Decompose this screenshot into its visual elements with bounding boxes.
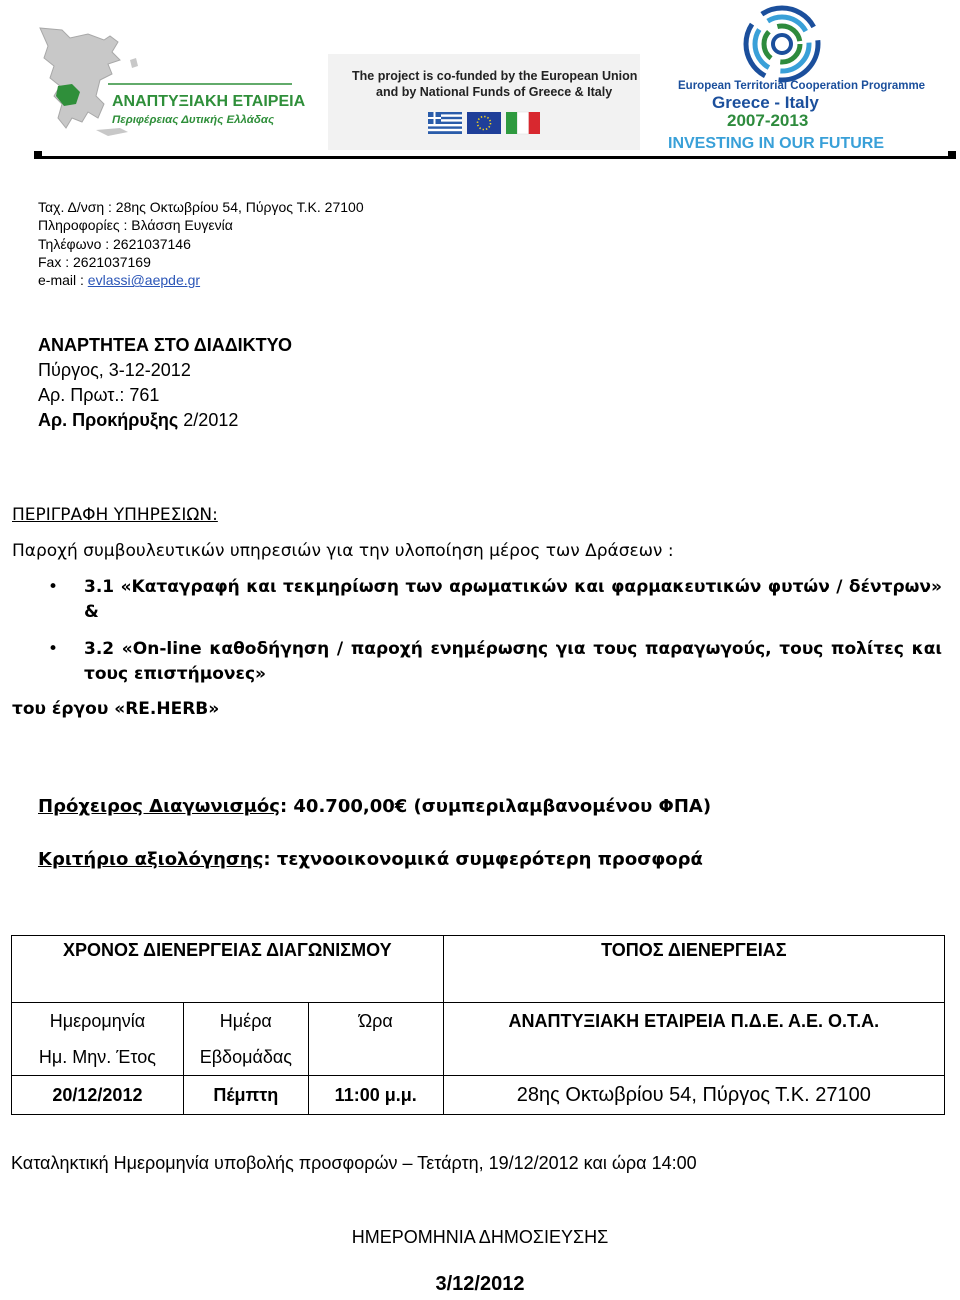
divider-right-square	[948, 151, 956, 159]
date-column-header: Ημερομηνία Ημ. Μην. Έτος	[12, 1003, 184, 1076]
submission-deadline: Καταληκτική Ημερομηνία υποβολής προσφορών – Τετάρτη, 19/12/2012 και ώρα 14:00	[11, 1153, 697, 1173]
left-logo-title: ΑΝΑΠΤΥΞΙΑΚΗ ΕΤΑΙΡΕΙΑ	[112, 93, 306, 110]
schedule-table	[11, 935, 945, 1115]
description-title: ΠΕΡΙΓΡΑΦΗ ΥΠΗΡΕΣΙΩΝ:	[12, 505, 218, 525]
programme-countries: Greece - Italy	[712, 93, 819, 112]
schedule-date: 20/12/2012	[12, 1076, 184, 1115]
contact-block	[38, 198, 364, 289]
programme-title: European Territorial Cooperation Programme	[678, 80, 926, 92]
programme-slogan: INVESTING IN OUR FUTURE	[668, 135, 885, 152]
description-item: • 3.1 «Καταγραφή και τεκμηρίωση των αρωματικών και φαρμακευτικών φυτών / δέντρων» &	[84, 575, 942, 625]
contact-email-link[interactable]: evlassi@aepde.gr	[87, 272, 201, 289]
programme-swirl-icon	[746, 8, 818, 80]
announcement-label: Αρ. Προκήρυξης	[38, 410, 179, 430]
contact-info: Πληροφορίες : Βλάσση Ευγενία	[38, 217, 233, 234]
schedule-time: 11:00 μ.μ.	[308, 1076, 443, 1115]
posting-place-date: Πύργος, 3-12-2012	[38, 360, 191, 380]
divider-left-square	[34, 151, 42, 159]
italy-flag-icon	[506, 112, 540, 134]
criterion-label: Κριτήριο αξιολόγησης	[38, 849, 264, 870]
contact-email-row	[38, 271, 364, 289]
programme-years: 2007-2013	[727, 111, 809, 130]
description-intro: Παροχή συμβουλευτικών υπηρεσιών για την υλοποίηση μέρος των Δράσεων :	[12, 541, 674, 561]
day-column-header: Ημέρα Εβδομάδας	[183, 1003, 308, 1076]
criterion-value: : τεχνοοικονομικά συμφερότερη προσφορά	[263, 849, 703, 870]
cofund-text-line2: and by National Funds of Greece & Italy	[376, 85, 613, 99]
contact-address: Ταχ. Δ/νση : 28ης Οκτωβρίου 54, Πύργος Τ.Κ. 27100	[38, 199, 364, 215]
posting-notice: ΑΝΑΡΤΗΤΕΑ ΣΤΟ ΔΙΑΔΙΚΤΥΟ	[38, 335, 292, 355]
cofund-text-line1: The project is co-funded by the European Union	[352, 69, 638, 83]
tender-label: Πρόχειρος Διαγωνισμός	[38, 796, 280, 817]
tender-line	[38, 796, 711, 817]
time-header: ΧΡΟΝΟΣ ΔΙΕΝΕΡΓΕΙΑΣ ΔΙΑΓΩΝΙΣΜΟΥ	[12, 936, 444, 1003]
left-logo-subtitle: Περιφέρειας Δυτικής Ελλάδας	[112, 114, 275, 126]
tender-value: : 40.700,00€ (συμπεριλαμβανομένου ΦΠΑ)	[279, 796, 712, 817]
description-item: • 3.2 «On-line καθοδήγηση / παροχή ενημέρωσης για τους παραγωγούς, τους πολίτες και τους επιστήμονες»	[84, 637, 942, 687]
publication-date: 3/12/2012	[435, 1273, 525, 1295]
header-logos	[0, 0, 960, 160]
time-column-header: Ώρα	[308, 1003, 443, 1076]
eu-flag-icon	[467, 112, 501, 134]
posting-block	[38, 333, 292, 433]
schedule-day: Πέμπτη	[183, 1076, 308, 1115]
project-name: του έργου «RE.HERB»	[12, 699, 220, 719]
contact-email-label: e-mail :	[38, 272, 88, 289]
announcement-number: 2/2012	[178, 410, 239, 430]
place-header: ΤΟΠΟΣ ΔΙΕΝΕΡΓΕΙΑΣ	[443, 936, 944, 1003]
posting-protocol: Αρ. Πρωτ.: 761	[38, 385, 160, 405]
contact-phone: Τηλέφωνο : 2621037146	[38, 235, 191, 252]
place-address: 28ης Οκτωβρίου 54, Πύργος Τ.Κ. 27100	[443, 1076, 944, 1115]
criterion-line	[38, 849, 703, 870]
greece-flag-icon	[428, 112, 462, 134]
header-divider	[38, 156, 952, 159]
posting-announcement	[38, 408, 292, 433]
place-name: ΑΝΑΠΤΥΞΙΑΚΗ ΕΤΑΙΡΕΙΑ Π.Δ.Ε. Α.Ε. Ο.Τ.Α.	[443, 1003, 944, 1076]
contact-fax: Fax : 2621037169	[38, 253, 151, 270]
publication-title: ΗΜΕΡΟΜΗΝΙΑ ΔΗΜΟΣΙΕΥΣΗΣ	[351, 1227, 609, 1247]
